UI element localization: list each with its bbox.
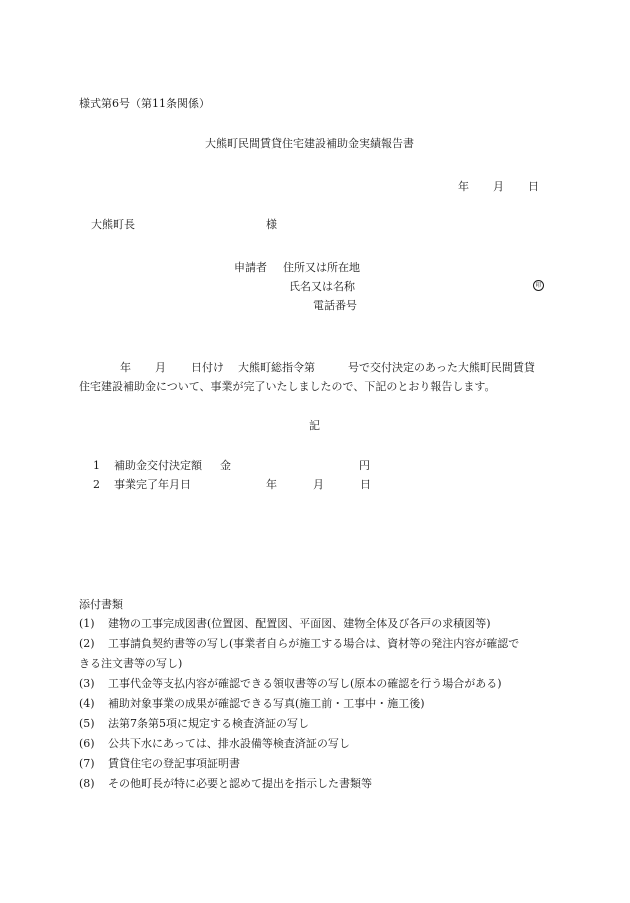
list-item-number: (7) [79,757,95,770]
applicant-name-label: 氏名又は名称 [289,280,355,293]
body-ref: 大熊町総指令第 [238,361,315,374]
date-month: 月 [493,180,504,193]
item-number: 2 [93,478,100,491]
item-label: 補助金交付決定額 [114,459,202,472]
list-item-number: (3) [79,677,95,690]
body-line1-rest: 号で交付決定のあった大熊町民間賃貸 [348,361,535,374]
ki-heading: 記 [309,419,320,432]
item-unit: 円 [359,459,370,472]
list-item-text: その他町長が特に必要と認めて提出を指示した書類等 [108,777,372,790]
applicant-phone-label: 電話番号 [313,299,357,312]
list-item-text: 工事代金等支払内容が確認できる領収書等の写し(原本の確認を行う場合がある) [108,677,502,690]
seal-mark: 印 [533,280,544,291]
body-year: 年 [120,361,131,374]
document-title: 大熊町民間賃貸住宅建設補助金実績報告書 [205,137,414,150]
addressee-honorific: 様 [266,218,277,231]
addressee-name: 大熊町長 [91,218,135,231]
applicant-role: 申請者 [234,261,267,274]
item-day: 日 [360,478,371,491]
applicant-address-label: 住所又は所在地 [283,261,360,274]
list-item-text: 賃貸住宅の登記事項証明書 [108,757,240,770]
attachments-heading: 添付書類 [79,598,123,611]
item-year: 年 [266,478,277,491]
list-item-number: (6) [79,737,95,750]
item-label: 事業完了年月日 [114,478,191,491]
date-year: 年 [458,180,469,193]
item-prefix: 金 [220,459,231,472]
body-month: 月 [155,361,166,374]
list-item-number: (8) [79,777,95,790]
list-item-text: 法第7条第5項に規定する検査済証の写し [108,717,309,730]
list-item-text: 補助対象事業の成果が確認できる写真(施工前・工事中・施工後) [108,697,425,710]
list-item-text: 公共下水にあっては、排水設備等検査済証の写し [108,737,350,750]
form-number: 様式第6号（第11条関係） [79,97,210,110]
list-item-number: (1) [79,617,95,630]
list-item-text: 工事請負契約書等の写し(事業者自らが施工する場合は、資材等の発注内容が確認で [108,637,520,650]
list-item-number: (4) [79,697,95,710]
date-day: 日 [528,180,539,193]
item-number: 1 [93,459,100,472]
list-item-number: (2) [79,637,95,650]
list-item-number: (5) [79,717,95,730]
list-item-continuation: きる注文書等の写し) [79,657,183,670]
body-line2: 住宅建設補助金について、事業が完了いたしましたので、下記のとおり報告します。 [79,380,496,393]
body-day: 日付け [191,361,224,374]
item-month: 月 [313,478,324,491]
list-item-text: 建物の工事完成図書(位置図、配置図、平面図、建物全体及び各戸の求積図等) [108,617,491,630]
